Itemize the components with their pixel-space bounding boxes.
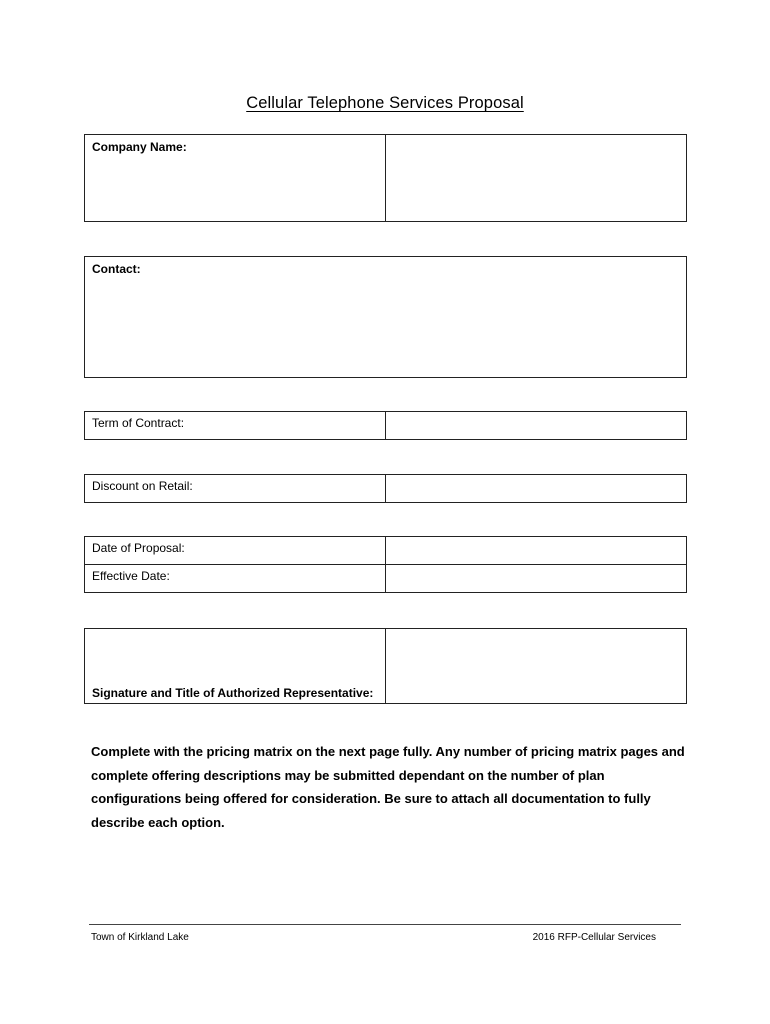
footer-organization: Town of Kirkland Lake bbox=[91, 932, 189, 943]
company-name-field[interactable] bbox=[386, 135, 686, 221]
date-of-proposal-label: Date of Proposal: bbox=[92, 541, 185, 555]
term-of-contract-field[interactable] bbox=[386, 412, 686, 439]
company-name-label: Company Name: bbox=[92, 140, 187, 154]
date-of-proposal-field[interactable] bbox=[386, 537, 686, 564]
effective-date-label: Effective Date: bbox=[92, 569, 170, 583]
term-of-contract-label: Term of Contract: bbox=[92, 416, 185, 430]
company-name-table bbox=[84, 134, 687, 222]
discount-on-retail-table bbox=[84, 474, 687, 503]
instructions-paragraph: Complete with the pricing matrix on the next page fully. Any number of pricing matrix pages and complete offering descriptions may be submitted dependant on the number of plan configurations being offered for consideration. Be sure to attach all documentation to fully describe each option. bbox=[91, 744, 685, 830]
signature-label: Signature and Title of Authorized Representative: bbox=[92, 686, 374, 700]
term-of-contract-table bbox=[84, 411, 687, 440]
effective-date-field[interactable] bbox=[386, 565, 686, 592]
contact-label: Contact: bbox=[92, 262, 141, 276]
discount-on-retail-field[interactable] bbox=[386, 475, 686, 502]
dates-table bbox=[84, 536, 687, 593]
signature-table bbox=[84, 628, 687, 704]
contact-table bbox=[84, 256, 687, 378]
page-title: Cellular Telephone Services Proposal bbox=[246, 94, 524, 112]
signature-field[interactable] bbox=[386, 629, 686, 703]
discount-on-retail-label: Discount on Retail: bbox=[92, 479, 193, 493]
footer-document-id: 2016 RFP-Cellular Services bbox=[532, 932, 656, 943]
contact-field[interactable] bbox=[85, 257, 686, 377]
footer-divider bbox=[89, 924, 681, 925]
